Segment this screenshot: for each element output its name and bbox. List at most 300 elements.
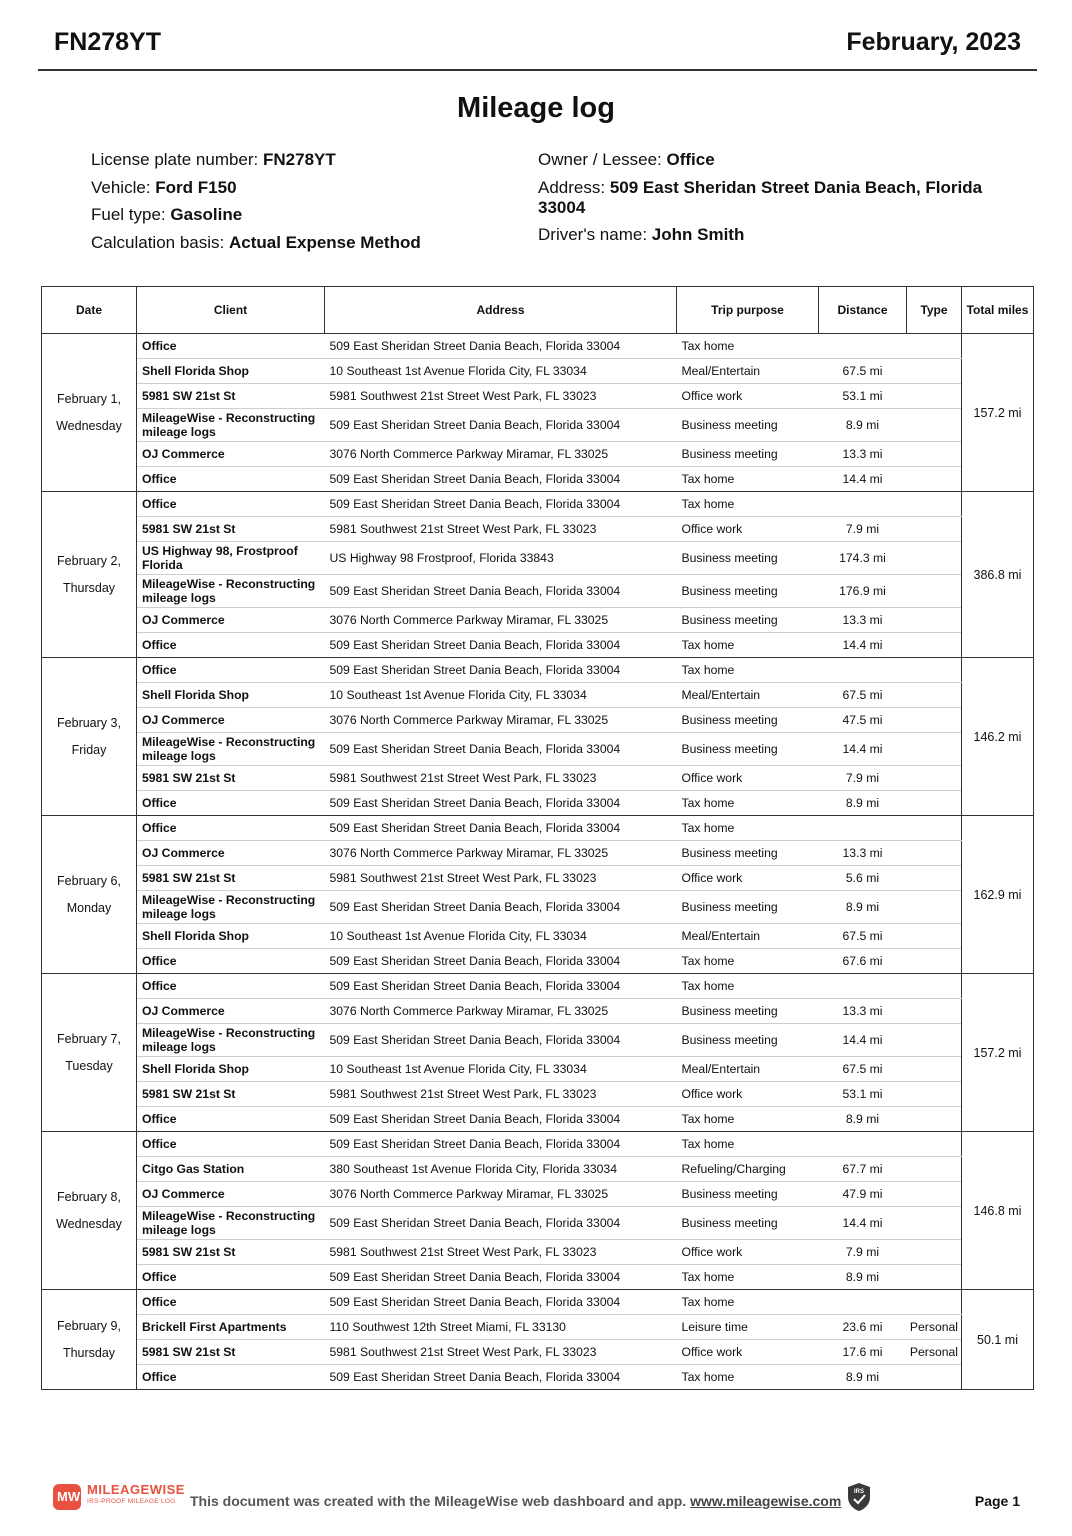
type-cell	[907, 575, 962, 608]
client-cell: MileageWise - Reconstructing mileage logs	[137, 1024, 325, 1057]
table-row	[42, 708, 1034, 733]
address-cell: 509 East Sheridan Street Dania Beach, Florida 33004	[325, 733, 677, 766]
distance-cell: 13.3 mi	[819, 442, 907, 467]
table-row	[42, 1207, 1034, 1240]
client-cell: 5981 SW 21st St	[137, 384, 325, 409]
type-cell	[907, 1024, 962, 1057]
document-header	[38, 22, 1037, 71]
type-cell	[907, 633, 962, 658]
address-cell: 3076 North Commerce Parkway Miramar, FL 33025	[325, 442, 677, 467]
column-header-date: Date	[42, 287, 137, 334]
distance-cell: 8.9 mi	[819, 891, 907, 924]
table-row	[42, 841, 1034, 866]
trip-purpose-cell: Office work	[677, 517, 819, 542]
trip-purpose-cell: Business meeting	[677, 841, 819, 866]
client-cell: Office	[137, 1107, 325, 1132]
client-cell: Citgo Gas Station	[137, 1157, 325, 1182]
type-cell	[907, 542, 962, 575]
irs-proof-shield-icon	[846, 1482, 872, 1512]
client-cell: Office	[137, 816, 325, 841]
trip-purpose-cell: Meal/Entertain	[677, 359, 819, 384]
table-row	[42, 517, 1034, 542]
address-cell: 509 East Sheridan Street Dania Beach, Florida 33004	[325, 633, 677, 658]
weekday-text: Tuesday	[65, 1058, 113, 1073]
trip-purpose-cell: Tax home	[677, 1107, 819, 1132]
client-cell: OJ Commerce	[137, 999, 325, 1024]
distance-cell	[819, 334, 907, 359]
type-cell	[907, 608, 962, 633]
client-cell: 5981 SW 21st St	[137, 766, 325, 791]
vehicle-line	[91, 178, 511, 198]
address-cell: 3076 North Commerce Parkway Miramar, FL 33025	[325, 608, 677, 633]
table-row	[42, 658, 1034, 683]
weekday-text: Thursday	[62, 1345, 116, 1360]
table-row	[42, 1024, 1034, 1057]
client-cell: Shell Florida Shop	[137, 924, 325, 949]
type-cell	[907, 974, 962, 999]
table-row	[42, 409, 1034, 442]
type-cell	[907, 791, 962, 816]
trip-purpose-cell: Meal/Entertain	[677, 924, 819, 949]
address-cell: 509 East Sheridan Street Dania Beach, Florida 33004	[325, 334, 677, 359]
client-cell: Office	[137, 1132, 325, 1157]
type-cell	[907, 1182, 962, 1207]
type-cell	[907, 492, 962, 517]
type-cell	[907, 1290, 962, 1315]
distance-cell: 14.4 mi	[819, 1207, 907, 1240]
header-month: February, 2023	[846, 28, 1021, 56]
fuel-type-line	[91, 205, 511, 225]
distance-cell: 53.1 mi	[819, 1082, 907, 1107]
trip-purpose-cell: Tax home	[677, 1365, 819, 1390]
trip-purpose-cell: Business meeting	[677, 733, 819, 766]
distance-cell: 67.5 mi	[819, 924, 907, 949]
table-row	[42, 1315, 1034, 1340]
type-cell	[907, 442, 962, 467]
website-link[interactable]: www.mileagewise.com	[690, 1493, 842, 1509]
address-line	[538, 178, 1008, 218]
table-row	[42, 1182, 1034, 1207]
weekday-text: Friday	[71, 742, 107, 757]
address-cell: 5981 Southwest 21st Street West Park, FL 33023	[325, 1340, 677, 1365]
calculation-basis-label: Calculation basis:	[91, 232, 225, 252]
weekday-text: Wednesday	[56, 1216, 122, 1231]
client-cell: OJ Commerce	[137, 841, 325, 866]
distance-cell: 8.9 mi	[819, 791, 907, 816]
column-header-client: Client	[137, 287, 325, 334]
trip-purpose-cell: Business meeting	[677, 891, 819, 924]
address-cell: 509 East Sheridan Street Dania Beach, Florida 33004	[325, 1365, 677, 1390]
distance-cell: 7.9 mi	[819, 766, 907, 791]
client-cell: Office	[137, 492, 325, 517]
trip-purpose-cell: Tax home	[677, 467, 819, 492]
type-cell	[907, 924, 962, 949]
address-cell: 509 East Sheridan Street Dania Beach, Florida 33004	[325, 492, 677, 517]
distance-cell: 14.4 mi	[819, 467, 907, 492]
column-header-address: Address	[325, 287, 677, 334]
client-cell: OJ Commerce	[137, 708, 325, 733]
total-miles-cell: 146.8 mi	[962, 1132, 1034, 1290]
table-row	[42, 999, 1034, 1024]
trip-purpose-cell: Office work	[677, 766, 819, 791]
type-cell	[907, 1240, 962, 1265]
trip-purpose-cell: Tax home	[677, 334, 819, 359]
type-cell	[907, 733, 962, 766]
client-cell: Shell Florida Shop	[137, 1057, 325, 1082]
distance-cell: 47.5 mi	[819, 708, 907, 733]
table-row	[42, 1082, 1034, 1107]
type-cell	[907, 1365, 962, 1390]
logo-glyph: MW	[57, 1489, 81, 1504]
type-cell	[907, 841, 962, 866]
footer-note-text: This document was created with the MileageWise web dashboard and app.	[190, 1493, 687, 1509]
mileage-table	[41, 286, 1034, 1390]
date-text: February 1,	[57, 391, 121, 406]
date-cell	[42, 658, 137, 816]
table-row	[42, 733, 1034, 766]
table-row	[42, 1107, 1034, 1132]
column-header-type: Type	[907, 287, 962, 334]
fuel-type-value: Gasoline	[170, 205, 243, 225]
distance-cell: 67.7 mi	[819, 1157, 907, 1182]
address-cell: 509 East Sheridan Street Dania Beach, Florida 33004	[325, 891, 677, 924]
client-cell: OJ Commerce	[137, 442, 325, 467]
address-cell: 5981 Southwest 21st Street West Park, FL 33023	[325, 866, 677, 891]
distance-cell: 8.9 mi	[819, 1265, 907, 1290]
client-cell: Office	[137, 658, 325, 683]
address-cell: 509 East Sheridan Street Dania Beach, Florida 33004	[325, 575, 677, 608]
trip-purpose-cell: Tax home	[677, 791, 819, 816]
weekday-text: Wednesday	[56, 418, 122, 433]
type-cell	[907, 517, 962, 542]
calculation-basis-line	[91, 233, 511, 253]
owner-label: Owner / Lessee:	[538, 150, 662, 169]
distance-cell: 174.3 mi	[819, 542, 907, 575]
address-cell: 509 East Sheridan Street Dania Beach, Florida 33004	[325, 1107, 677, 1132]
type-cell	[907, 384, 962, 409]
table-row	[42, 1340, 1034, 1365]
client-cell: 5981 SW 21st St	[137, 1082, 325, 1107]
distance-cell	[819, 492, 907, 517]
distance-cell	[819, 974, 907, 999]
total-miles-cell: 162.9 mi	[962, 816, 1034, 974]
trip-purpose-cell: Office work	[677, 1082, 819, 1107]
owner-info	[538, 150, 1008, 253]
address-cell: 509 East Sheridan Street Dania Beach, Florida 33004	[325, 1132, 677, 1157]
address-label: Address:	[538, 177, 606, 197]
trip-purpose-cell: Tax home	[677, 658, 819, 683]
address-cell: 509 East Sheridan Street Dania Beach, Florida 33004	[325, 1290, 677, 1315]
table-row	[42, 542, 1034, 575]
client-cell: 5981 SW 21st St	[137, 517, 325, 542]
client-cell: Office	[137, 949, 325, 974]
vehicle-value: Ford F150	[155, 177, 237, 197]
address-cell: 509 East Sheridan Street Dania Beach, Florida 33004	[325, 949, 677, 974]
address-cell: 3076 North Commerce Parkway Miramar, FL 33025	[325, 841, 677, 866]
type-cell	[907, 708, 962, 733]
distance-cell: 14.4 mi	[819, 733, 907, 766]
distance-cell: 47.9 mi	[819, 1182, 907, 1207]
type-cell	[907, 999, 962, 1024]
address-cell: 380 Southeast 1st Avenue Florida City, Florida 33034	[325, 1157, 677, 1182]
table-row	[42, 467, 1034, 492]
total-miles-cell: 146.2 mi	[962, 658, 1034, 816]
trip-purpose-cell: Business meeting	[677, 1182, 819, 1207]
trip-purpose-cell: Tax home	[677, 1265, 819, 1290]
trip-purpose-cell: Business meeting	[677, 442, 819, 467]
type-cell	[907, 891, 962, 924]
trip-purpose-cell: Tax home	[677, 816, 819, 841]
type-cell	[907, 766, 962, 791]
client-cell: OJ Commerce	[137, 1182, 325, 1207]
type-cell	[907, 658, 962, 683]
type-cell	[907, 1207, 962, 1240]
address-cell: 10 Southeast 1st Avenue Florida City, FL 33034	[325, 924, 677, 949]
distance-cell	[819, 1290, 907, 1315]
table-row	[42, 1290, 1034, 1315]
address-cell: 509 East Sheridan Street Dania Beach, Florida 33004	[325, 658, 677, 683]
trip-purpose-cell: Business meeting	[677, 708, 819, 733]
date-cell	[42, 1290, 137, 1390]
table-body	[42, 334, 1034, 1390]
page-title: Mileage log	[457, 92, 615, 124]
address-value: 509 East Sheridan Street Dania Beach, Florida 33004	[538, 177, 983, 217]
driver-value: John Smith	[651, 225, 745, 245]
address-cell: 5981 Southwest 21st Street West Park, FL 33023	[325, 766, 677, 791]
client-cell: Office	[137, 1265, 325, 1290]
vehicle-label: Vehicle:	[91, 177, 151, 197]
client-cell: MileageWise - Reconstructing mileage logs	[137, 409, 325, 442]
address-cell: 3076 North Commerce Parkway Miramar, FL 33025	[325, 708, 677, 733]
type-cell	[907, 1082, 962, 1107]
vehicle-info	[91, 150, 511, 260]
distance-cell: 176.9 mi	[819, 575, 907, 608]
address-cell: 5981 Southwest 21st Street West Park, FL 33023	[325, 517, 677, 542]
table-row	[42, 1057, 1034, 1082]
distance-cell	[819, 658, 907, 683]
trip-purpose-cell: Business meeting	[677, 608, 819, 633]
distance-cell: 7.9 mi	[819, 517, 907, 542]
type-cell	[907, 816, 962, 841]
distance-cell: 7.9 mi	[819, 1240, 907, 1265]
type-cell	[907, 1057, 962, 1082]
distance-cell: 8.9 mi	[819, 1107, 907, 1132]
type-cell	[907, 949, 962, 974]
total-miles-cell: 157.2 mi	[962, 974, 1034, 1132]
footer-note	[190, 1493, 841, 1509]
table-row	[42, 1132, 1034, 1157]
table-header-row	[42, 287, 1034, 334]
distance-cell: 8.9 mi	[819, 1365, 907, 1390]
type-cell	[907, 409, 962, 442]
trip-purpose-cell: Tax home	[677, 1132, 819, 1157]
trip-purpose-cell: Office work	[677, 1340, 819, 1365]
weekday-text: Thursday	[62, 580, 116, 595]
distance-cell: 67.6 mi	[819, 949, 907, 974]
column-header-trip-purpose: Trip purpose	[677, 287, 819, 334]
client-cell: OJ Commerce	[137, 608, 325, 633]
date-text: February 8,	[57, 1189, 121, 1204]
client-cell: MileageWise - Reconstructing mileage logs	[137, 733, 325, 766]
date-text: February 7,	[57, 1031, 121, 1046]
table-row	[42, 1365, 1034, 1390]
mileagewise-logo-icon	[53, 1484, 81, 1510]
driver-line	[538, 225, 1008, 245]
client-cell: Office	[137, 1365, 325, 1390]
table-row	[42, 492, 1034, 517]
distance-cell: 23.6 mi	[819, 1315, 907, 1340]
table-row	[42, 359, 1034, 384]
client-cell: Office	[137, 974, 325, 999]
trip-purpose-cell: Meal/Entertain	[677, 1057, 819, 1082]
distance-cell: 67.5 mi	[819, 683, 907, 708]
page-number: Page 1	[974, 1493, 1020, 1509]
address-cell: 509 East Sheridan Street Dania Beach, Florida 33004	[325, 1265, 677, 1290]
distance-cell	[819, 1132, 907, 1157]
distance-cell	[819, 816, 907, 841]
type-cell	[907, 866, 962, 891]
total-miles-cell: 386.8 mi	[962, 492, 1034, 658]
distance-cell: 13.3 mi	[819, 841, 907, 866]
trip-purpose-cell: Tax home	[677, 974, 819, 999]
table-row	[42, 633, 1034, 658]
distance-cell: 5.6 mi	[819, 866, 907, 891]
trip-purpose-cell: Office work	[677, 866, 819, 891]
type-cell	[907, 1107, 962, 1132]
address-cell: 509 East Sheridan Street Dania Beach, Florida 33004	[325, 791, 677, 816]
table-row	[42, 1265, 1034, 1290]
license-plate-line	[91, 150, 511, 170]
type-cell	[907, 359, 962, 384]
driver-label: Driver's name:	[538, 225, 648, 245]
trip-purpose-cell: Tax home	[677, 1290, 819, 1315]
address-cell: 509 East Sheridan Street Dania Beach, Florida 33004	[325, 409, 677, 442]
column-header-distance: Distance	[819, 287, 907, 334]
table-row	[42, 791, 1034, 816]
client-cell: Brickell First Apartments	[137, 1315, 325, 1340]
client-cell: Office	[137, 791, 325, 816]
table-row	[42, 442, 1034, 467]
type-cell: Personal	[907, 1340, 962, 1365]
date-text: February 6,	[57, 873, 121, 888]
client-cell: MileageWise - Reconstructing mileage logs	[137, 1207, 325, 1240]
client-cell: US Highway 98, Frostproof Florida	[137, 542, 325, 575]
address-cell: 10 Southeast 1st Avenue Florida City, FL 33034	[325, 359, 677, 384]
type-cell	[907, 334, 962, 359]
date-cell	[42, 974, 137, 1132]
table-row	[42, 683, 1034, 708]
table-row	[42, 384, 1034, 409]
table-row	[42, 949, 1034, 974]
table-row	[42, 608, 1034, 633]
type-cell	[907, 1265, 962, 1290]
address-cell: US Highway 98 Frostproof, Florida 33843	[325, 542, 677, 575]
table-row	[42, 974, 1034, 999]
type-cell	[907, 683, 962, 708]
date-text: February 9,	[57, 1318, 121, 1333]
header-plate: FN278YT	[54, 28, 161, 56]
client-cell: Shell Florida Shop	[137, 359, 325, 384]
distance-cell: 13.3 mi	[819, 608, 907, 633]
distance-cell: 17.6 mi	[819, 1340, 907, 1365]
trip-purpose-cell: Refueling/Charging	[677, 1157, 819, 1182]
trip-purpose-cell: Office work	[677, 1240, 819, 1265]
trip-purpose-cell: Tax home	[677, 633, 819, 658]
date-cell	[42, 492, 137, 658]
license-plate-value: FN278YT	[263, 150, 336, 169]
date-text: February 3,	[57, 715, 121, 730]
client-cell: 5981 SW 21st St	[137, 1340, 325, 1365]
table-row	[42, 575, 1034, 608]
address-cell: 509 East Sheridan Street Dania Beach, Florida 33004	[325, 467, 677, 492]
weekday-text: Monday	[66, 900, 112, 915]
fuel-type-label: Fuel type:	[91, 205, 166, 225]
address-cell: 10 Southeast 1st Avenue Florida City, FL 33034	[325, 1057, 677, 1082]
distance-cell: 14.4 mi	[819, 633, 907, 658]
date-cell	[42, 1132, 137, 1290]
trip-purpose-cell: Tax home	[677, 492, 819, 517]
table-row	[42, 1157, 1034, 1182]
brand-name: MILEAGEWISE	[87, 1482, 185, 1497]
table-row	[42, 924, 1034, 949]
trip-purpose-cell: Business meeting	[677, 542, 819, 575]
table-row	[42, 816, 1034, 841]
total-miles-cell: 157.2 mi	[962, 334, 1034, 492]
address-cell: 509 East Sheridan Street Dania Beach, Florida 33004	[325, 974, 677, 999]
client-cell: Office	[137, 1290, 325, 1315]
trip-purpose-cell: Business meeting	[677, 999, 819, 1024]
address-cell: 509 East Sheridan Street Dania Beach, Florida 33004	[325, 1024, 677, 1057]
client-cell: 5981 SW 21st St	[137, 866, 325, 891]
client-cell: Office	[137, 467, 325, 492]
column-header-total-miles: Total miles	[962, 287, 1034, 334]
address-cell: 110 Southwest 12th Street Miami, FL 33130	[325, 1315, 677, 1340]
client-cell: MileageWise - Reconstructing mileage logs	[137, 891, 325, 924]
client-cell: Shell Florida Shop	[137, 683, 325, 708]
client-cell: 5981 SW 21st St	[137, 1240, 325, 1265]
distance-cell: 53.1 mi	[819, 384, 907, 409]
trip-purpose-cell: Leisure time	[677, 1315, 819, 1340]
shield-label: IRS	[853, 1489, 865, 1495]
calculation-basis-value: Actual Expense Method	[228, 232, 421, 252]
distance-cell: 8.9 mi	[819, 409, 907, 442]
address-cell: 509 East Sheridan Street Dania Beach, Florida 33004	[325, 816, 677, 841]
type-cell	[907, 1132, 962, 1157]
trip-purpose-cell: Business meeting	[677, 409, 819, 442]
date-cell	[42, 334, 137, 492]
owner-line	[538, 150, 1008, 170]
page-footer	[0, 1478, 1072, 1522]
distance-cell: 13.3 mi	[819, 999, 907, 1024]
distance-cell: 67.5 mi	[819, 1057, 907, 1082]
license-plate-label: License plate number:	[91, 150, 259, 169]
trip-purpose-cell: Office work	[677, 384, 819, 409]
address-cell: 5981 Southwest 21st Street West Park, FL 33023	[325, 1240, 677, 1265]
table-row	[42, 334, 1034, 359]
trip-purpose-cell: Business meeting	[677, 1024, 819, 1057]
distance-cell: 67.5 mi	[819, 359, 907, 384]
trip-purpose-cell: Meal/Entertain	[677, 683, 819, 708]
date-text: February 2,	[57, 553, 121, 568]
total-miles-cell: 50.1 mi	[962, 1290, 1034, 1390]
table-row	[42, 1240, 1034, 1265]
distance-cell: 14.4 mi	[819, 1024, 907, 1057]
address-cell: 5981 Southwest 21st Street West Park, FL 33023	[325, 1082, 677, 1107]
address-cell: 509 East Sheridan Street Dania Beach, Florida 33004	[325, 1207, 677, 1240]
address-cell: 10 Southeast 1st Avenue Florida City, FL 33034	[325, 683, 677, 708]
address-cell: 3076 North Commerce Parkway Miramar, FL 33025	[325, 1182, 677, 1207]
date-cell	[42, 816, 137, 974]
